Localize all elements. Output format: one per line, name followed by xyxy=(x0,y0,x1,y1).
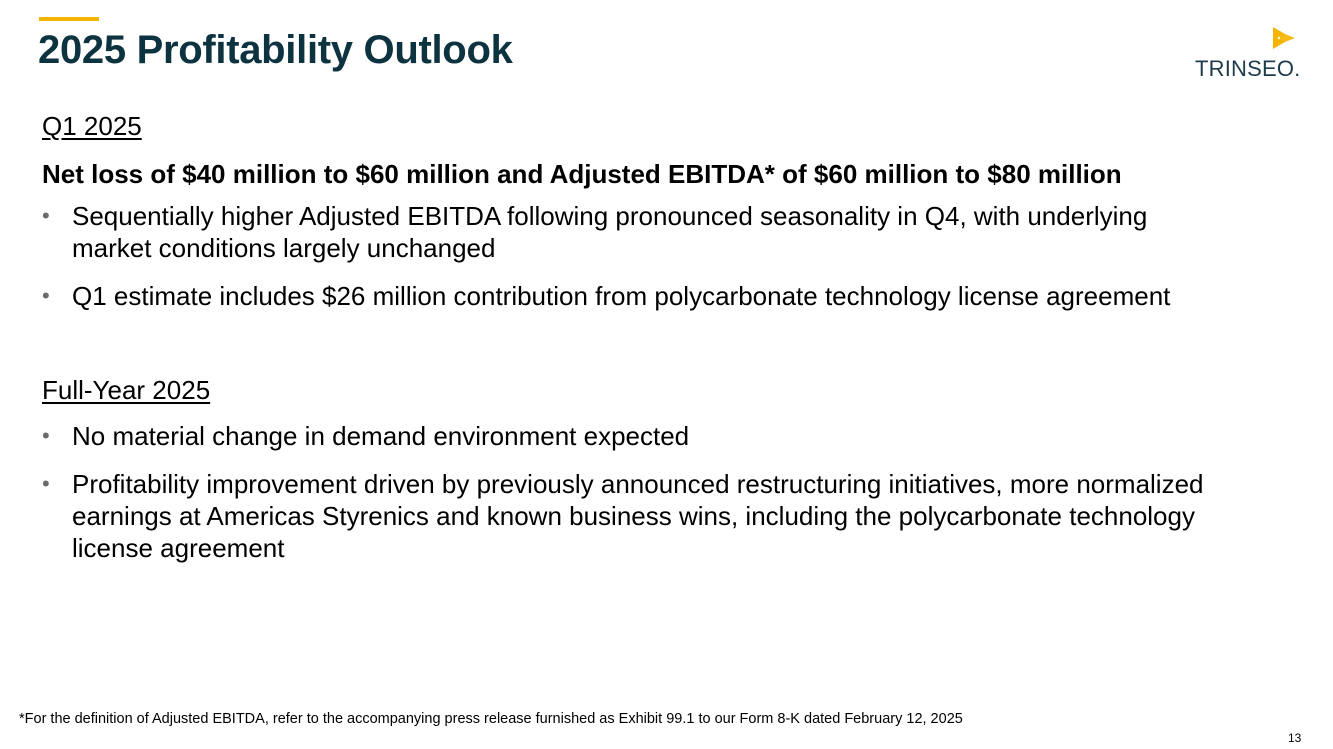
list-item xyxy=(42,420,1232,452)
trinseo-arrow-mark-icon xyxy=(1271,26,1297,50)
bullet-text: Sequentially higher Adjusted EBITDA following pronounced seasonality in Q4, with underlying market conditions largely unchanged xyxy=(72,201,1148,263)
bullet-icon: • xyxy=(42,203,50,228)
trinseo-logo xyxy=(1193,26,1303,80)
bullet-text: Q1 estimate includes $26 million contribution from polycarbonate technology license agreement xyxy=(72,281,1171,311)
full-year-heading: Full-Year 2025 xyxy=(42,375,211,405)
slide-title: 2025 Profitability Outlook xyxy=(38,28,513,72)
footnote: *For the definition of Adjusted EBITDA, refer to the accompanying press release furnished as Exhibit 99.1 to our Form 8-K dated February 12, 2025 xyxy=(19,711,963,727)
bullet-icon: • xyxy=(42,423,50,448)
q1-guidance-subhead: Net loss of $40 million to $60 million and Adjusted EBITDA* of $60 million to $80 million xyxy=(42,159,1122,189)
logo-wordmark: TRINSEO. xyxy=(1195,56,1301,81)
full-year-bullet-list xyxy=(42,420,1282,564)
bullet-text: Profitability improvement driven by previously announced restructuring initiatives, more normalized earnings at Americas Styrenics and known business wins, including the polycarbonate technology license agreement xyxy=(72,469,1204,563)
bullet-text: No material change in demand environment expected xyxy=(72,421,690,451)
full-year-section xyxy=(42,374,1282,564)
list-item xyxy=(42,468,1232,564)
title-accent-bar xyxy=(39,17,99,21)
q1-section xyxy=(42,110,1282,312)
bullet-icon: • xyxy=(42,283,50,308)
list-item xyxy=(42,200,1232,264)
q1-bullet-list xyxy=(42,200,1282,312)
page-number: 13 xyxy=(1288,731,1302,745)
bullet-icon: • xyxy=(42,471,50,496)
list-item xyxy=(42,280,1232,312)
q1-heading: Q1 2025 xyxy=(42,111,142,141)
slide-content xyxy=(42,110,1282,580)
